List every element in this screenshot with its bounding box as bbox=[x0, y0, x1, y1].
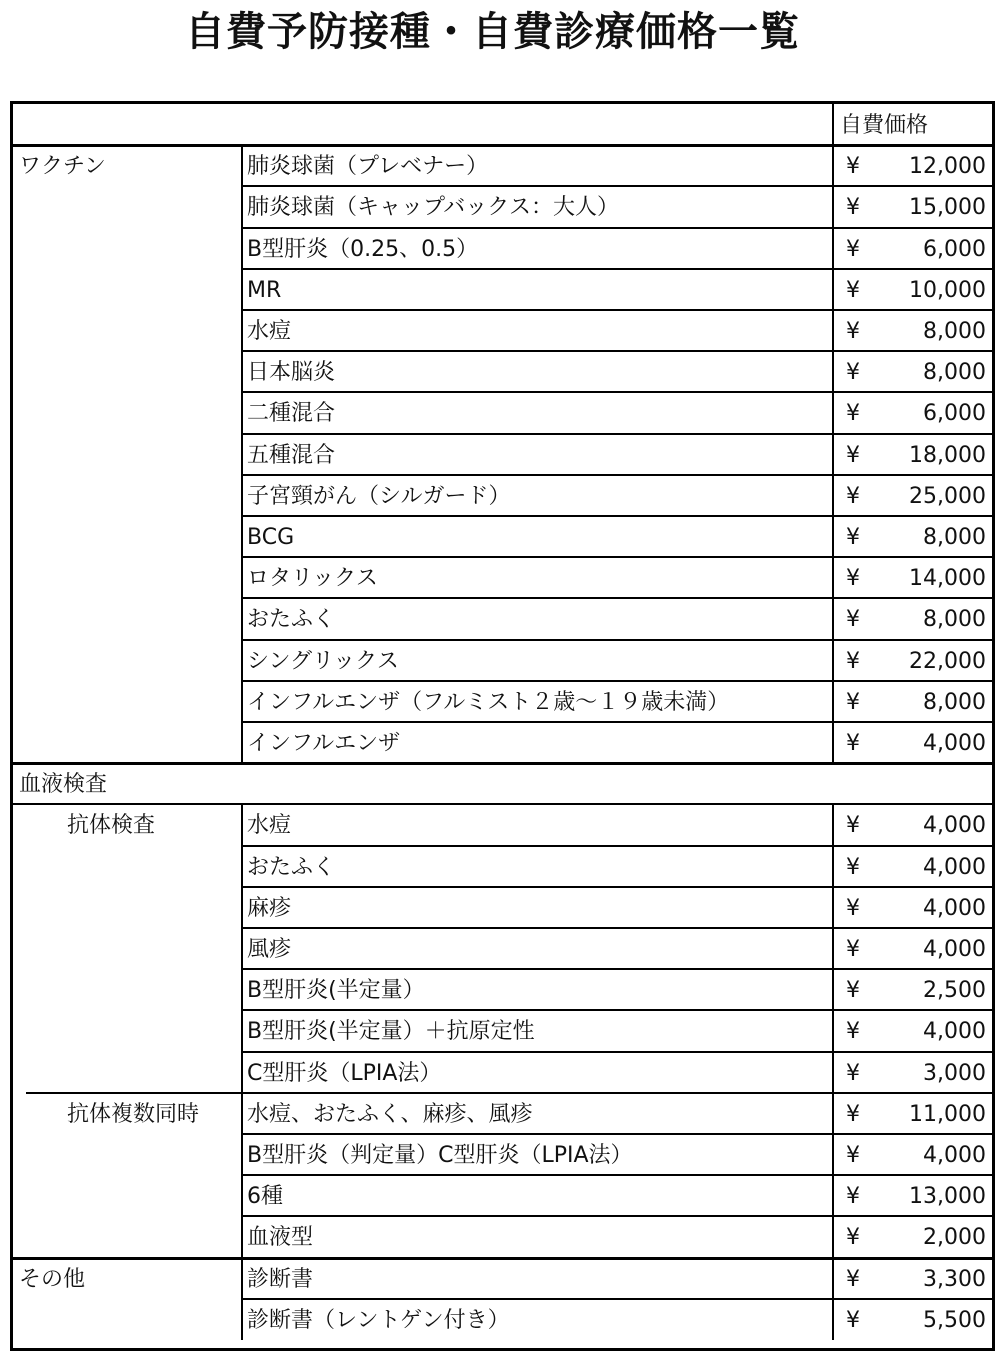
section-label: 血液検査 bbox=[19, 772, 108, 798]
item-name: 肺炎球菌（プレベナー） bbox=[247, 154, 489, 180]
item-price: 8,000 bbox=[923, 319, 986, 344]
section-label: ワクチン bbox=[19, 154, 106, 180]
item-price: 4,000 bbox=[923, 731, 986, 756]
item-price: 15,000 bbox=[909, 195, 986, 221]
currency-symbol: ¥ bbox=[846, 1019, 860, 1045]
group-label: 抗体複数同時 bbox=[67, 1101, 200, 1127]
currency-symbol: ¥ bbox=[846, 236, 860, 262]
currency-symbol: ¥ bbox=[846, 1143, 860, 1168]
column-divider bbox=[241, 1093, 243, 1258]
item-price: 22,000 bbox=[909, 648, 986, 674]
currency-symbol: ¥ bbox=[846, 483, 860, 509]
currency-symbol: ¥ bbox=[846, 937, 860, 962]
currency-symbol: ¥ bbox=[846, 731, 860, 756]
currency-symbol: ¥ bbox=[846, 319, 860, 344]
currency-symbol: ¥ bbox=[846, 813, 860, 839]
currency-symbol: ¥ bbox=[846, 566, 860, 592]
item-price: 8,000 bbox=[923, 525, 986, 550]
currency-symbol: ¥ bbox=[846, 895, 860, 921]
item-name: 風疹 bbox=[247, 937, 292, 962]
column-divider bbox=[832, 804, 834, 1257]
item-price: 4,000 bbox=[923, 895, 986, 921]
item-price: 5,500 bbox=[923, 1307, 986, 1333]
item-price: 4,000 bbox=[923, 813, 986, 839]
item-name: 血液型 bbox=[247, 1225, 314, 1251]
item-name: 6種 bbox=[247, 1184, 283, 1210]
item-name: 肺炎球菌（キャップバックス：大人） bbox=[247, 195, 620, 221]
currency-symbol: ¥ bbox=[846, 1101, 860, 1127]
currency-symbol: ¥ bbox=[846, 648, 860, 674]
item-name: C型肝炎（LPIA法） bbox=[247, 1060, 442, 1086]
currency-symbol: ¥ bbox=[846, 1266, 860, 1292]
price-column-header: 自費価格 bbox=[840, 113, 929, 138]
item-name: B型肝炎（判定量）C型肝炎（LPIA法） bbox=[247, 1143, 633, 1168]
column-divider bbox=[832, 145, 834, 763]
column-divider bbox=[832, 1258, 834, 1340]
item-price: 25,000 bbox=[909, 483, 986, 509]
item-name: 二種混合 bbox=[247, 401, 336, 427]
price-table bbox=[10, 101, 995, 1351]
item-price: 4,000 bbox=[923, 937, 986, 962]
currency-symbol: ¥ bbox=[846, 154, 860, 180]
item-price: 2,000 bbox=[923, 1225, 986, 1251]
item-price: 8,000 bbox=[923, 607, 986, 633]
item-price: 18,000 bbox=[909, 442, 986, 468]
currency-symbol: ¥ bbox=[846, 1307, 860, 1333]
item-name: B型肝炎（0.25、0.5） bbox=[247, 236, 479, 262]
item-price: 3,300 bbox=[923, 1266, 986, 1292]
item-price: 2,500 bbox=[923, 978, 986, 1004]
currency-symbol: ¥ bbox=[846, 442, 860, 468]
item-name: 日本脳炎 bbox=[247, 360, 336, 386]
item-name: インフルエンザ（フルミスト２歳〜１９歳未満） bbox=[247, 689, 730, 715]
item-price: 10,000 bbox=[909, 277, 986, 303]
item-price: 4,000 bbox=[923, 1019, 986, 1045]
item-price: 13,000 bbox=[909, 1184, 986, 1210]
item-price: 6,000 bbox=[923, 401, 986, 427]
item-name: BCG bbox=[247, 525, 295, 550]
item-name: おたふく bbox=[247, 607, 336, 633]
group-label: 抗体検査 bbox=[67, 813, 156, 839]
item-name: 水痘 bbox=[247, 813, 292, 839]
item-name: 五種混合 bbox=[247, 442, 336, 468]
item-name: おたふく bbox=[247, 854, 336, 880]
item-price: 14,000 bbox=[909, 566, 986, 592]
item-price: 12,000 bbox=[909, 154, 986, 180]
column-divider bbox=[241, 145, 243, 763]
item-name: 水痘、おたふく、麻疹、風疹 bbox=[247, 1101, 533, 1127]
item-name: B型肝炎(半定量）＋抗原定性 bbox=[247, 1019, 535, 1045]
currency-symbol: ¥ bbox=[846, 607, 860, 633]
column-divider bbox=[241, 804, 243, 1092]
item-name: 診断書 bbox=[247, 1266, 314, 1292]
item-price: 4,000 bbox=[923, 1143, 986, 1168]
column-divider bbox=[241, 1258, 243, 1340]
row-divider bbox=[13, 762, 992, 765]
currency-symbol: ¥ bbox=[846, 360, 860, 386]
item-price: 8,000 bbox=[923, 689, 986, 715]
item-name: MR bbox=[247, 277, 282, 303]
item-name: 水痘 bbox=[247, 319, 292, 344]
item-price: 6,000 bbox=[923, 236, 986, 262]
item-price: 4,000 bbox=[923, 854, 986, 880]
item-price: 3,000 bbox=[923, 1060, 986, 1086]
item-name: 子宮頸がん（シルガード） bbox=[247, 483, 511, 509]
item-name: 麻疹 bbox=[247, 895, 292, 921]
item-name: インフルエンザ bbox=[247, 731, 401, 756]
currency-symbol: ¥ bbox=[846, 525, 860, 550]
currency-symbol: ¥ bbox=[846, 195, 860, 221]
item-price: 8,000 bbox=[923, 360, 986, 386]
currency-symbol: ¥ bbox=[846, 854, 860, 880]
item-name: ロタリックス bbox=[247, 566, 378, 592]
currency-symbol: ¥ bbox=[846, 277, 860, 303]
item-name: B型肝炎(半定量） bbox=[247, 978, 425, 1004]
item-price: 11,000 bbox=[909, 1101, 986, 1127]
currency-symbol: ¥ bbox=[846, 1060, 860, 1086]
currency-symbol: ¥ bbox=[846, 978, 860, 1004]
currency-symbol: ¥ bbox=[846, 1184, 860, 1210]
item-name: 診断書（レントゲン付き） bbox=[247, 1307, 510, 1333]
section-label: その他 bbox=[19, 1266, 86, 1292]
currency-symbol: ¥ bbox=[846, 1225, 860, 1251]
column-divider bbox=[832, 104, 834, 145]
currency-symbol: ¥ bbox=[846, 689, 860, 715]
item-name: シングリックス bbox=[247, 648, 399, 674]
page-title: 自費予防接種・自費診療価格一覧 bbox=[185, 9, 800, 55]
currency-symbol: ¥ bbox=[846, 401, 860, 427]
